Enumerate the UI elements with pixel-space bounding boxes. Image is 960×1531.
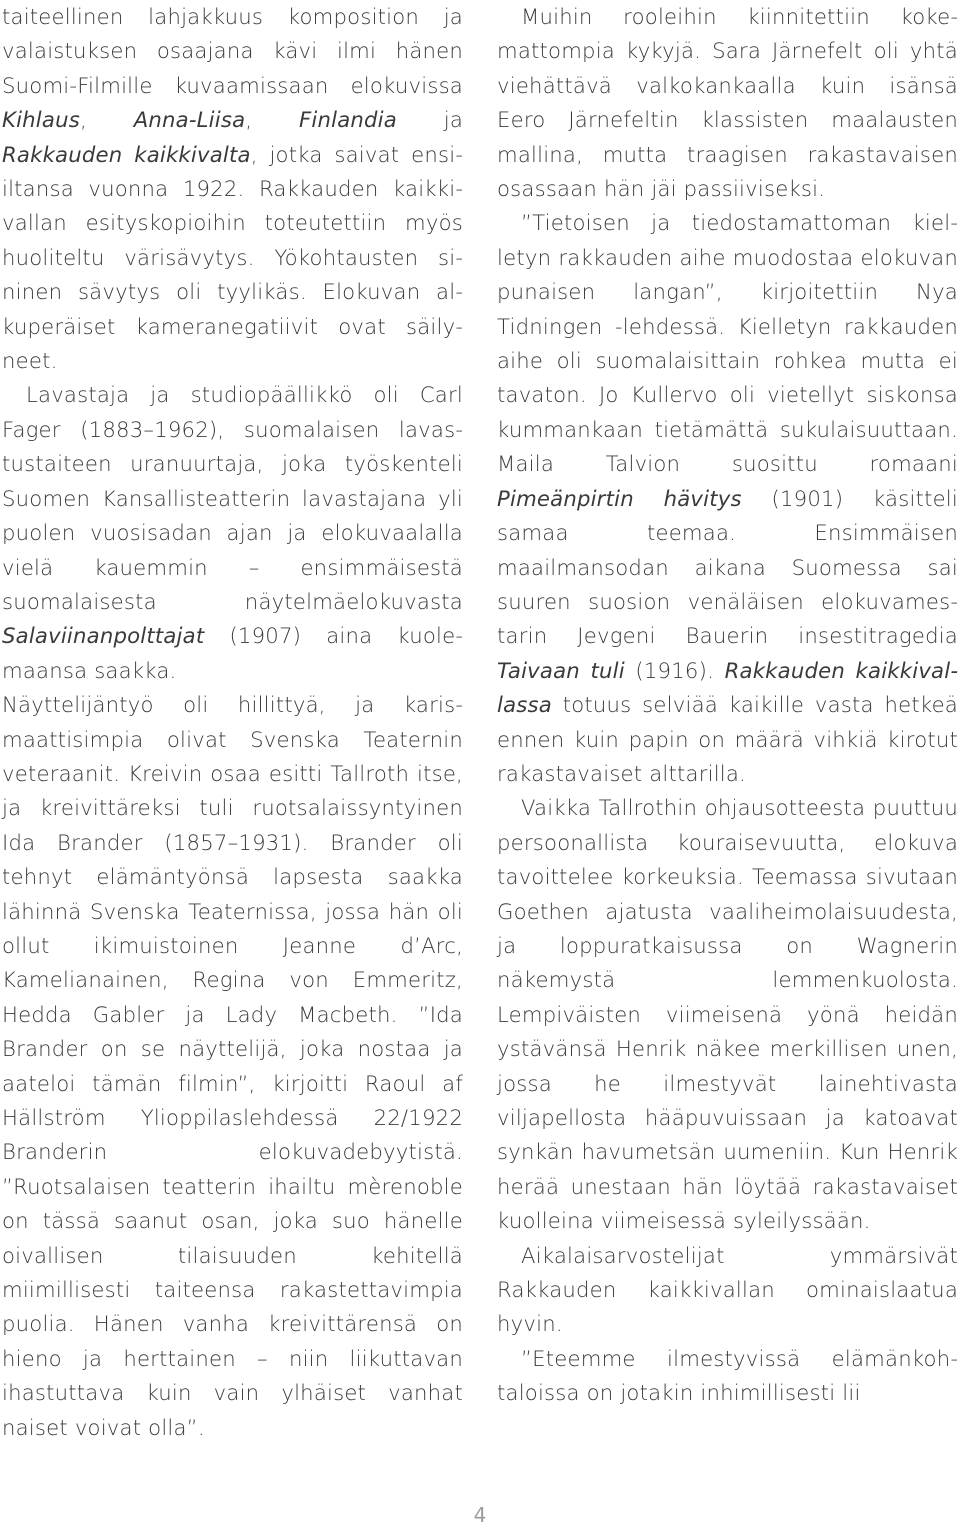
paragraph: Vaikka Tallrothin ohjausotteesta puuttuu persoonallista kouraisevuutta, elokuva tavoittelee korkeuksia. Teemassa sivutaan Goethen ajatusta vaaliheimolaisuudesta, ja loppuratkaisussa on Wagnerin näkemystä lemmenkuolosta. Lempiväisten viimeisenä yönä heidän ystävänsä Henrik näkee merkillisen unen, jossa he ilmestyvät lainehtivasta viljapellosta hääpuvuissaan ja katoavat synkän havumetsän uumeniin. Kun Henrik herää unestaan hän löytää rakastavaiset kuolleina viimeisessä syleilyssään. bbox=[497, 795, 958, 1234]
right-column bbox=[497, 0, 958, 1411]
film-title: Rakkauden kaikkivallassa bbox=[497, 657, 958, 718]
paragraph bbox=[497, 206, 958, 791]
film-title: Anna-Liisa bbox=[133, 107, 246, 133]
paragraph: Näyttelijäntyö oli hillittyä, ja karismaattisimpia olivat Svenska Teaternin veteraanit. Kreivin osaa esitti Tallroth itse, ja kreivittäreksi tuli ruotsalaissyntyinen Ida Brander (1857–1931). Brander oli tehnyt elämäntyönsä lapsesta saakka lähinnä Svenska Teaternissa, jossa hän oli ollut ikimuistoinen Jeanne d’Arc, Kamelianainen, Regina von Emmeritz, Hedda Gabler ja Lady Macbeth. ”Ida Brander on se näyttelijä, joka nostaa ja aateloi tämän filmin”, kirjoitti Raoul af Hällström Ylioppilaslehdessä 22/1922 Branderin elokuvadebyytistä. ”Ruotsalaisen teatterin ihailtu mèrenoble on tässä saanut osan, joka suo hänelle oivallisen tilaisuuden kehitellä miimillisesti taiteensa rakastettavimpia puolia. Hänen vanha kreivittärensä on hieno ja herttainen – niin liikuttavan ihastuttava kuin vain ylhäiset vanhat naiset voivat olla”. bbox=[2, 692, 463, 1440]
text-run: , bbox=[79, 107, 134, 133]
text-run: (1916). bbox=[624, 657, 725, 683]
paragraph bbox=[497, 0, 958, 206]
film-title: Kihlaus bbox=[2, 107, 80, 133]
paragraph bbox=[2, 0, 463, 378]
text-run: Muihin rooleihin kiinnitettiin kokemattompia kykyjä. Sara Järnefelt oli yhtä viehättävä valkokankaalla kuin isänsä Eero Järnefeltin klassisten maalausten mallina, mutta traagisen rakastavaisen osassaan hän jäi passiiviseksi. bbox=[497, 4, 958, 202]
left-column bbox=[2, 0, 463, 1445]
text-run: , bbox=[245, 107, 300, 133]
film-title: Finlandia bbox=[299, 107, 397, 133]
text-run: taiteellinen lahjakkuus komposition ja valaistuksen osaajana kävi ilmi hänen Suomi-Filmille kuvaamissaan elokuvissa bbox=[2, 4, 463, 98]
paragraph bbox=[2, 378, 463, 688]
book-title: Pimeänpirtin hävitys bbox=[497, 485, 742, 511]
film-title: Salaviinanpolttajat bbox=[2, 623, 205, 649]
text-run: ”Tietoisen ja tiedostamattoman kielletyn rakkauden aihe muodostaa elokuvan punaisen langan”, kirjoitettiin Nya Tidningen -lehdessä. Kielletyn rakkauden aihe oli suomalaisittain rohkea mutta ei tavaton. Jo Kullervo oli vietellyt siskonsa kummankaan tietämättä sukulaisuuttaan. Maila Talvion suosittu romaani bbox=[497, 210, 958, 477]
text-run: Aikalaisarvostelijat ymmärsivät Rakkauden kaikkivallan ominaislaatua hyvin. bbox=[497, 1242, 958, 1337]
text-run: ja bbox=[396, 107, 463, 133]
text-run: (1907) aina kuolemaansa saakka. bbox=[2, 623, 463, 683]
text-run: , jotka saivat ensiiltansa vuonna 1922. Rakkauden kaikkivallan esityskopioihin toteutettiin myös huoliteltu värisävytys. Yökohtausten sininen sävytys oli tyylikäs. Elokuvan alkuperäiset kameranegatiivit ovat säilyneet. bbox=[2, 141, 463, 374]
page-number: 4 bbox=[473, 1503, 487, 1527]
paragraph: ”Eteemme ilmestyvissä elämänkohtaloissa on jotakin inhimillisesti lii bbox=[497, 1345, 958, 1406]
film-title: Taivaan tuli bbox=[497, 657, 625, 683]
text-run: totuus selviää kaikille vasta hetkeä ennen kuin papin on määrä vihkiä kirotut rakastavaiset alttarilla. bbox=[497, 692, 958, 786]
paragraph bbox=[497, 1239, 958, 1342]
text-run: Lavastaja ja studiopäällikkö oli Carl Fager (1883–1962), suomalaisen lavastustaiteen uranuurtaja, joka työskenteli Suomen Kansallisteatterin lavastajana yli puolen vuosisadan ajan ja elokuvaalalla vielä kauemmin – ensimmäisestä suomalaisesta näytelmäelokuvasta bbox=[2, 382, 463, 614]
film-title: Rakkauden kaikkivalta bbox=[2, 141, 251, 167]
text-run: (1901) käsitteli samaa teemaa. Ensimmäisen maailmansodan aikana Suomessa sai suuren suosion venäläisen elokuvamestarin Jevgeni Bauerin insestitragedia bbox=[497, 485, 958, 649]
